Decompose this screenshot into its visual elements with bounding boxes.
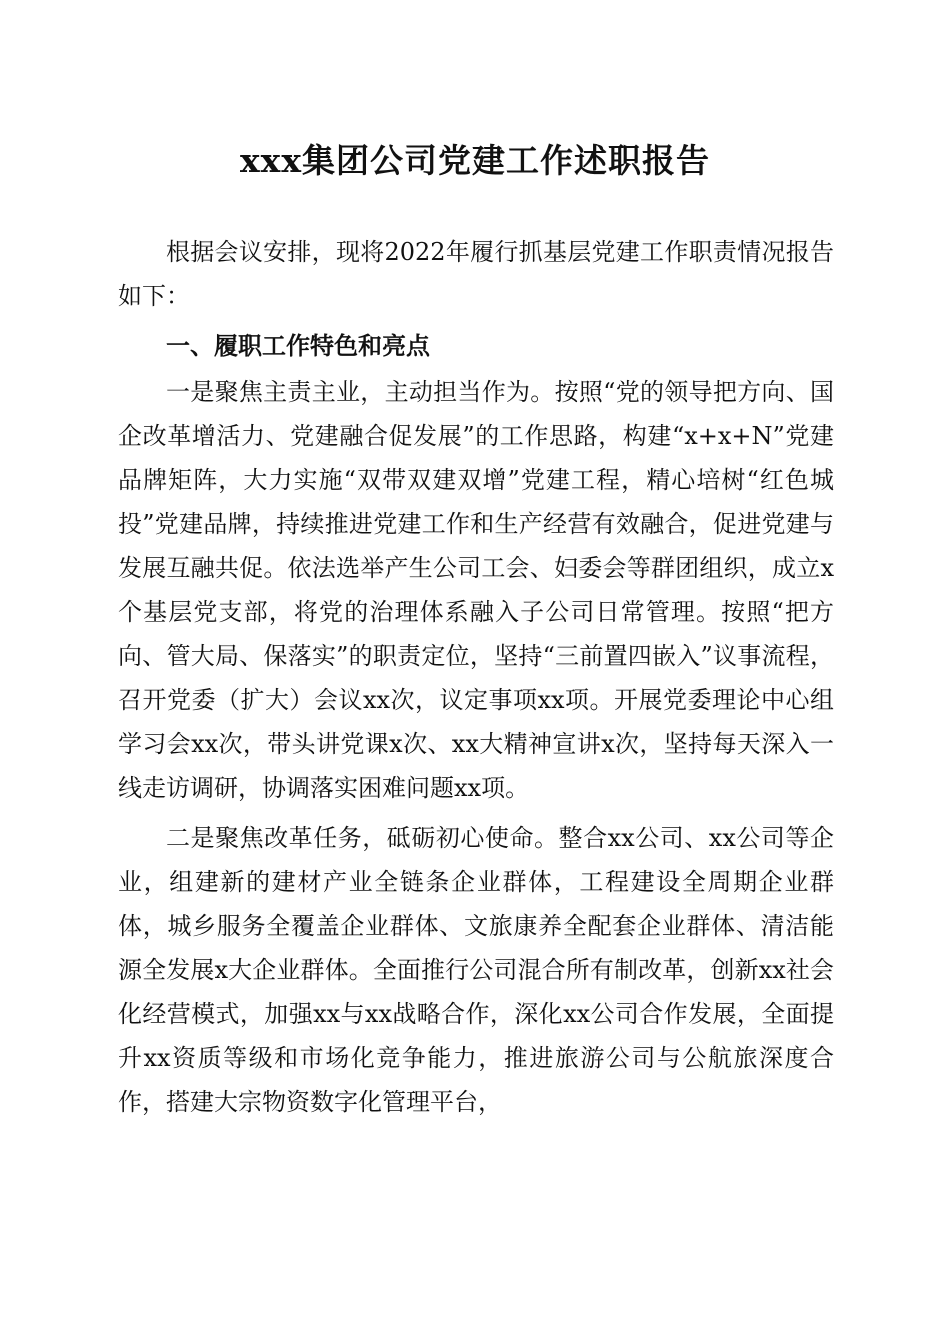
paragraph-1-lead: 一是聚焦主责主业，主动担当作为。 <box>166 378 555 406</box>
paragraph-2 <box>118 816 834 1124</box>
intro-paragraph: 根据会议安排，现将2022年履行抓基层党建工作职责情况报告如下： <box>118 238 834 310</box>
document-body <box>118 230 834 1130</box>
paragraph-2-lead: 二是聚焦改革任务，砥砺初心使命。 <box>166 824 559 852</box>
paragraph-1 <box>118 370 834 810</box>
document-title: xxx集团公司党建工作述职报告 <box>239 141 711 180</box>
section-heading: 一、履职工作特色和亮点 <box>166 332 430 360</box>
paragraph-1-text: 按照“党的领导把方向、国企改革增活力、党建融合促发展”的工作思路，构建“x+x+N”党建品牌矩阵，大力实施“双带双建双增”党建工程，精心培树“红色城投”党建品牌，持续推进党建工作和生产经营有效融合，促进党建与发展互融共促。依法选举产生公司工会、妇委会等群团组织，成立x个基层党支部，将党的治理体系融入子公司日常管理。按照“把方向、管大局、保落实”的职责定位，坚持“三前置四嵌入”议事流程，召开党委（扩大）会议xx次，议定事项xx项。开展党委理论中心组学习会xx次，带头讲党课x次、xx大精神宣讲x次，坚持每天深入一线走访调研，协调落实困难问题xx项。 <box>118 378 834 802</box>
paragraph-2-text: 整合xx公司、xx公司等企业，组建新的建材产业全链条企业群体，工程建设全周期企业群体，城乡服务全覆盖企业群体、文旅康养全配套企业群体、清洁能源全发展x大企业群体。全面推行公司混合所有制改革，创新xx社会化经营模式，加强xx与xx战略合作，深化xx公司合作发展，全面提升xx资质等级和市场化竞争能力，推进旅游公司与公航旅深度合作，搭建大宗物资数字化管理平台， <box>118 824 835 1116</box>
